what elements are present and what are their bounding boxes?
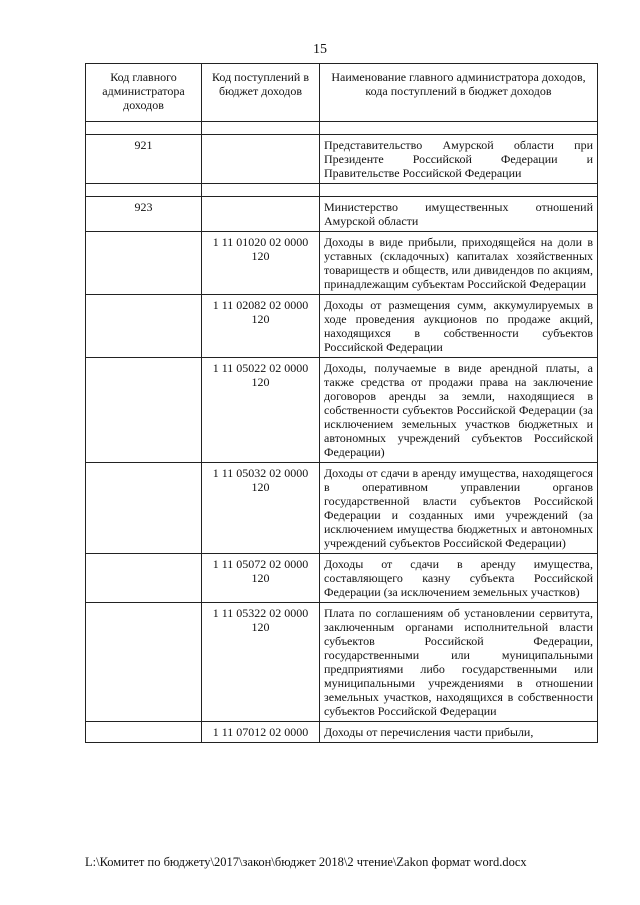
table-row	[86, 295, 598, 358]
table-row	[86, 463, 598, 554]
page-number: 15	[313, 42, 327, 57]
admin-code-cell	[86, 232, 202, 295]
admin-code-cell	[86, 463, 202, 554]
name-cell: Министерство имущественных отношений Амурской области	[320, 197, 598, 232]
admin-code-cell: 923	[86, 197, 202, 232]
admin-code-cell: 921	[86, 135, 202, 184]
header-name: Наименование главного администратора доходов, кода поступлений в бюджет доходов	[320, 64, 598, 122]
revenue-code-cell	[202, 197, 320, 232]
table-row	[86, 554, 598, 603]
table-header-row	[86, 64, 598, 122]
revenue-code-cell: 1 11 05032 02 0000 120	[202, 463, 320, 554]
table-row	[86, 722, 598, 743]
name-cell: Доходы от сдачи в аренду имущества, составляющего казну субъекта Российской Федерации (за исключением земельных участков)	[320, 554, 598, 603]
table-row	[86, 232, 598, 295]
name-cell: Доходы в виде прибыли, приходящейся на доли в уставных (складочных) капиталах хозяйственных товариществ и обществ, или дивидендов по акциям, принадлежащим субъектам Российской Федерации	[320, 232, 598, 295]
name-cell: Доходы от сдачи в аренду имущества, находящегося в оперативном управлении органов государственной власти субъектов Российской Федерации и созданных ими учреждений (за исключением имущества бюджетных и автономных учреждений субъектов Российской Федерации)	[320, 463, 598, 554]
admin-code-cell	[86, 603, 202, 722]
spacer-row	[86, 184, 598, 197]
revenue-code-cell: 1 11 05022 02 0000 120	[202, 358, 320, 463]
footer-file-path: L:\Комитет по бюджету\2017\закон\бюджет 2018\2 чтение\Zakon формат word.docx	[85, 855, 527, 869]
name-cell: Доходы от перечисления части прибыли,	[320, 722, 598, 743]
admin-code-cell	[86, 295, 202, 358]
revenue-code-cell: 1 11 05322 02 0000 120	[202, 603, 320, 722]
admin-code-cell	[86, 554, 202, 603]
revenue-code-cell: 1 11 07012 02 0000	[202, 722, 320, 743]
budget-revenue-table	[85, 63, 598, 743]
name-cell: Представительство Амурской области при Президенте Российской Федерации и Правительстве Российской Федерации	[320, 135, 598, 184]
revenue-code-cell: 1 11 01020 02 0000 120	[202, 232, 320, 295]
header-spacer-row	[86, 122, 598, 135]
table-row	[86, 135, 598, 184]
revenue-code-cell	[202, 135, 320, 184]
table-row	[86, 197, 598, 232]
revenue-code-cell: 1 11 05072 02 0000 120	[202, 554, 320, 603]
name-cell: Доходы от размещения сумм, аккумулируемых в ходе проведения аукционов по продаже акций, находящихся в собственности субъектов Российской Федерации	[320, 295, 598, 358]
admin-code-cell	[86, 722, 202, 743]
revenue-code-cell: 1 11 02082 02 0000 120	[202, 295, 320, 358]
header-revenue-code: Код поступлений в бюджет доходов	[202, 64, 320, 122]
name-cell: Доходы, получаемые в виде арендной платы, а также средства от продажи права на заключение договоров аренды за земли, находящиеся в собственности субъектов Российской Федерации (за исключением земельных участков бюджетных и автономных учреждений субъектов Российской Федерации)	[320, 358, 598, 463]
name-cell: Плата по соглашениям об установлении сервитута, заключенным органами исполнительной власти субъектов Российской Федерации, государственными или муниципальными предприятиями либо государственными или муниципальными учреждениями в отношении земельных участков, находящихся в собственности субъектов Российской Федерации	[320, 603, 598, 722]
table-row	[86, 603, 598, 722]
admin-code-cell	[86, 358, 202, 463]
table-row	[86, 358, 598, 463]
header-admin-code: Код главного администратора доходов	[86, 64, 202, 122]
